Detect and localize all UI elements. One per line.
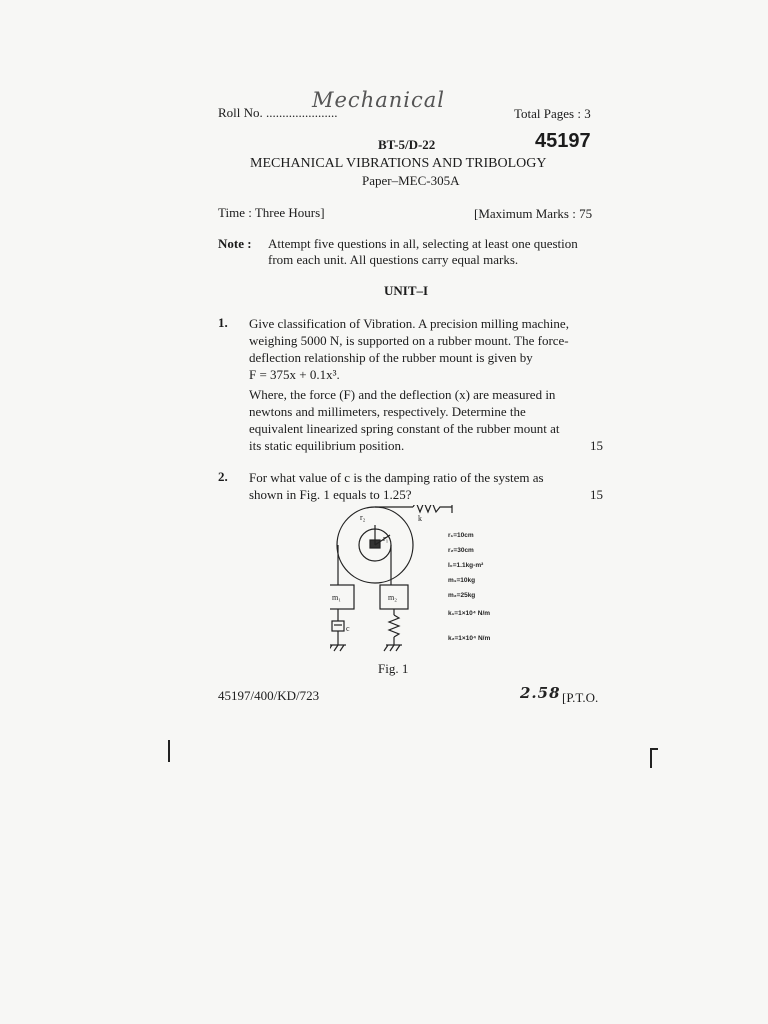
- scan-mark-right: [650, 748, 652, 768]
- figure-caption: Fig. 1: [378, 661, 409, 676]
- roll-handwritten: Mechanical: [312, 88, 445, 112]
- q1-marks: 15: [590, 438, 603, 453]
- q1-para2-line-4: its static equilibrium position.: [249, 438, 405, 453]
- scan-mark-right-top: [650, 748, 658, 750]
- q1-line-2: weighing 5000 N, is supported on a rubber mount. The force-: [249, 333, 569, 348]
- footer-handwritten: 2.58: [520, 684, 561, 702]
- m1-label: m₁: [332, 593, 342, 602]
- question-2-number: 2.: [218, 469, 228, 484]
- q1-para2-line-3: equivalent linearized spring constant of the rubber mount at: [249, 421, 560, 436]
- total-pages: Total Pages : 3: [514, 106, 591, 121]
- k-label: k: [418, 514, 422, 523]
- param-k1: k₁=1×10⁴ N/m: [448, 610, 491, 617]
- q2-marks: 15: [590, 487, 603, 502]
- note-line-2: from each unit. All questions carry equal marks.: [268, 252, 519, 267]
- note-line-1: Attempt five questions in all, selecting at least one question: [268, 236, 578, 251]
- param-i0: I₀=1.1kg-m²: [448, 562, 484, 569]
- q1-para2-line-1: Where, the force (F) and the deflection (x) are measured in: [249, 387, 556, 402]
- footer-code: 45197/400/KD/723: [218, 688, 320, 703]
- scan-mark-left: [168, 740, 170, 762]
- roll-number-label: Roll No. ......................: [218, 105, 338, 120]
- q2-line-2: shown in Fig. 1 equals to 1.25?: [249, 487, 412, 502]
- paper-title: MECHANICAL VIBRATIONS AND TRIBOLOGY: [250, 156, 547, 171]
- m2-label: m₂: [388, 593, 398, 602]
- exam-code: BT-5/D-22: [378, 137, 436, 152]
- param-m1: m₁=10kg: [448, 577, 476, 584]
- paper-code: Paper–MEC-305A: [362, 173, 460, 188]
- q2-line-1: For what value of c is the damping ratio of the system as: [249, 470, 544, 485]
- fig-1-diagram: [330, 505, 530, 665]
- r2-label: r₂: [360, 513, 366, 522]
- q1-line-4: F = 375x + 0.1x³.: [249, 367, 340, 382]
- paper-number: 45197: [535, 130, 591, 152]
- param-r1: r₁=10cm: [448, 532, 474, 539]
- unit-heading: UNIT–I: [384, 283, 429, 298]
- max-marks-label: [Maximum Marks : 75: [474, 206, 593, 221]
- c-label: c: [346, 624, 350, 633]
- r1-label: r₁: [383, 534, 389, 543]
- time-label: Time : Three Hours]: [218, 205, 325, 220]
- param-m2: m₂=25kg: [448, 592, 476, 599]
- pto-label: [P.T.O.: [562, 690, 599, 705]
- q1-line-1: Give classification of Vibration. A precision milling machine,: [249, 316, 569, 331]
- q1-para2-line-2: newtons and millimeters, respectively. Determine the: [249, 404, 526, 419]
- param-r2: r₂=30cm: [448, 547, 474, 554]
- question-1-number: 1.: [218, 315, 228, 330]
- q1-line-3: deflection relationship of the rubber mount is given by: [249, 350, 533, 365]
- note-label: Note :: [218, 236, 252, 251]
- param-k2: k₂=1×10⁴ N/m: [448, 635, 491, 642]
